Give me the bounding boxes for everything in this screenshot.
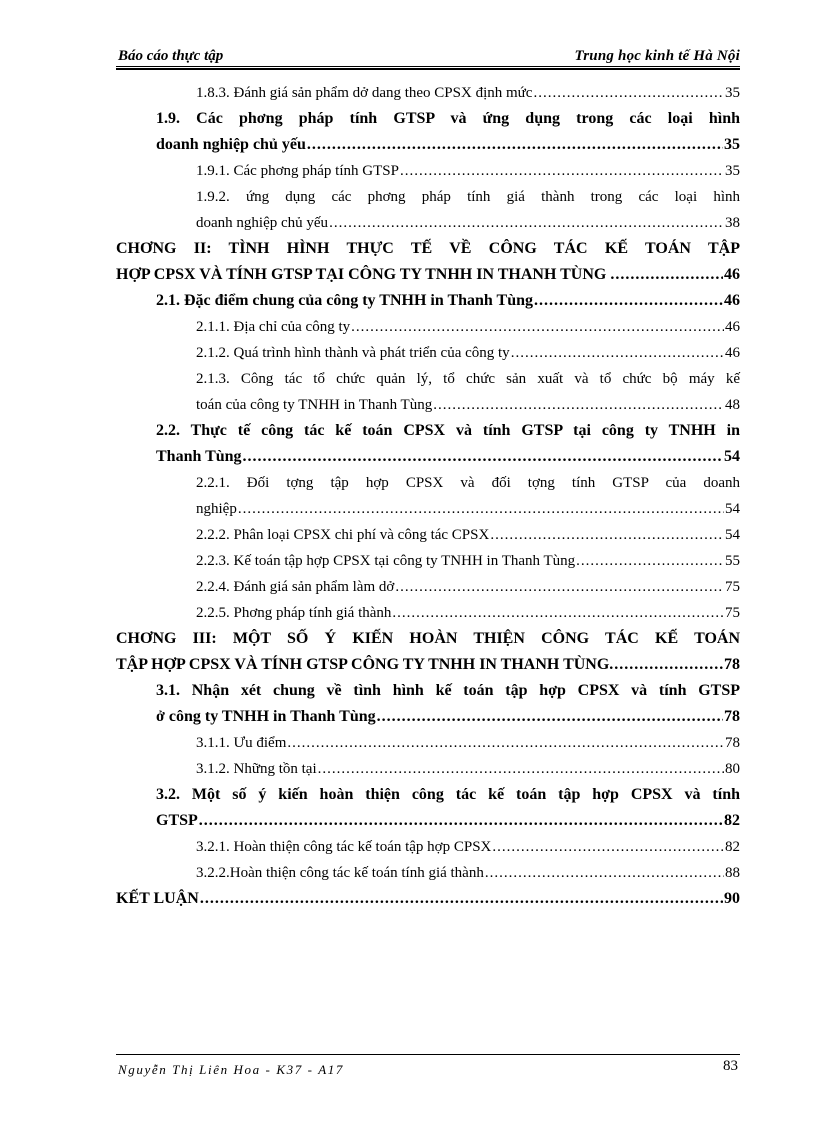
dot-leader [400,158,724,184]
toc-entry-row [196,860,740,886]
toc-page-number: 38 [725,215,740,231]
toc-entry-title: HỢP CPSX VÀ TÍNH GTSP TẠI CÔNG TY TNHH IN THANH TÙNG . [116,266,615,283]
toc-page-number: 78 [725,735,740,751]
dot-leader [576,548,724,574]
header-left-text: Báo cáo thực tập [118,48,224,64]
toc-entry-title: 2.2.3. Kế toán tập hợp CPSX tại công ty TNHH in Thanh Tùng [196,553,576,569]
toc-entry-title: 2.1.2. Quá trình hình thành và phát triển của công ty [196,345,510,361]
toc-page-number: 35 [724,136,740,153]
toc-entry-title: nghiệp [196,501,237,517]
toc-entry-row [196,210,740,236]
toc-entry-title: 3.2.1. Hoàn thiện công tác kế toán tập hợp CPSX [196,839,492,855]
toc-entry [116,418,740,470]
dot-leader [485,860,724,886]
toc-entry [116,756,740,782]
dot-leader [199,808,723,834]
toc-page-number: 55 [725,553,740,569]
toc-entry-title: 3.1.1. Ưu điểm [196,735,287,751]
toc-entry-row [116,652,740,678]
toc-entry [116,860,740,886]
dot-leader [238,496,724,522]
header-right-text: Trung học kinh tế Hà Nội [574,48,740,64]
toc-page-number: 75 [725,605,740,621]
toc-entry-row [156,704,740,730]
dot-leader [614,652,723,678]
toc-entry-row [116,886,740,912]
toc-entry-line: 1.9. Các phơng pháp tính GTSP và ứng dụng trong các loại hình [156,110,740,127]
toc-entry-title: 2.1. Đặc điểm chung của công ty TNHH in Thanh Tùng [156,292,533,309]
toc-entry-row [156,132,740,158]
toc-page-number: 54 [725,501,740,517]
toc-entry-row [156,444,740,470]
toc-entry-line: 1.9.2. ứng dụng các phơng pháp tính giá thành trong các loại hình [196,189,740,205]
toc-entry-title: toán của công ty TNHH in Thanh Tùng [196,397,433,413]
toc-entry-title: 3.1.2. Những tồn tại [196,761,317,777]
toc-entry [116,106,740,158]
dot-leader [307,132,723,158]
toc-page-number: 46 [725,319,740,335]
toc-entry-row [156,288,740,314]
dot-leader [395,574,724,600]
table-of-contents [116,80,740,912]
toc-entry-title: KẾT LUẬN [116,890,199,907]
toc-entry-line: 2.1.3. Công tác tổ chức quản lý, tổ chức sản xuất và tổ chức bộ máy kế [196,371,740,387]
toc-entry-line: CHƠNG III: MỘT SỐ Ý KIẾN HOÀN THIỆN CÔNG TÁC KẾ TOÁN [116,630,740,647]
dot-leader [392,600,724,626]
toc-entry-title: doanh nghiệp chủ yếu [196,215,329,231]
toc-entry [116,782,740,834]
toc-entry-title: 1.9.1. Các phơng pháp tính GTSP [196,163,399,179]
page-footer [116,1058,740,1080]
dot-leader [243,444,723,470]
toc-entry [116,314,740,340]
dot-leader [318,756,724,782]
toc-page-number: 78 [724,656,740,673]
dot-leader [615,262,723,288]
page-header [116,46,740,66]
footer-rule [116,1054,740,1055]
toc-entry [116,158,740,184]
dot-leader [490,522,724,548]
dot-leader [329,210,724,236]
toc-entry [116,522,740,548]
toc-entry-row [156,808,740,834]
toc-entry-line: 3.1. Nhận xét chung về tình hình kế toán tập hợp CPSX và tính GTSP [156,682,740,699]
toc-entry [116,470,740,522]
toc-entry-row [196,80,740,106]
toc-entry-row [196,730,740,756]
toc-entry-title: 2.2.5. Phơng pháp tính giá thành [196,605,392,621]
toc-entry-row [196,522,740,548]
toc-page-number: 35 [725,85,740,101]
toc-page-number: 80 [725,761,740,777]
toc-entry [116,548,740,574]
toc-entry [116,574,740,600]
dot-leader [534,288,723,314]
toc-page-number: 46 [724,266,740,283]
toc-entry-row [196,340,740,366]
dot-leader [533,80,724,106]
dot-leader [200,886,723,912]
toc-entry-title: ở công ty TNHH in Thanh Tùng [156,708,376,725]
toc-entry-row [196,548,740,574]
toc-page-number: 88 [725,865,740,881]
toc-entry-row [196,756,740,782]
toc-page-number: 46 [725,345,740,361]
toc-entry [116,834,740,860]
dot-leader [351,314,724,340]
toc-entry [116,184,740,236]
dot-leader [287,730,724,756]
toc-page-number: 35 [725,163,740,179]
toc-page-number: 82 [724,812,740,829]
toc-entry [116,600,740,626]
dot-leader [377,704,723,730]
toc-entry-title: 3.2.2.Hoàn thiện công tác kế toán tính giá thành [196,865,484,881]
toc-entry-title: 2.2.4. Đánh giá sản phẩm làm dở [196,579,395,595]
toc-entry [116,730,740,756]
toc-entry [116,366,740,418]
toc-entry-row [196,574,740,600]
toc-entry-title: 1.8.3. Đánh giá sản phẩm dở dang theo CPSX định mức [196,85,533,101]
toc-entry-row [196,158,740,184]
toc-entry-line: 2.2.1. Đối tợng tập hợp CPSX và đối tợng tính GTSP của doanh [196,475,740,491]
toc-entry-row [196,600,740,626]
toc-page-number: 46 [724,292,740,309]
toc-entry-line: CHƠNG II: TÌNH HÌNH THỰC TẾ VỀ CÔNG TÁC KẾ TOÁN TẬP [116,240,740,257]
toc-page-number: 54 [725,527,740,543]
toc-entry [116,678,740,730]
toc-page-number: 82 [725,839,740,855]
toc-page-number: 48 [725,397,740,413]
dot-leader [433,392,724,418]
footer-page-number: 83 [723,1058,738,1074]
toc-entry-title: doanh nghiệp chủ yếu [156,136,306,153]
toc-page-number: 78 [724,708,740,725]
toc-page-number: 90 [724,890,740,907]
toc-entry-row [196,392,740,418]
toc-entry-line: 3.2. Một số ý kiến hoàn thiện công tác kế toán tập hợp CPSX và tính [156,786,740,803]
toc-entry-row [196,834,740,860]
toc-entry-title: 2.1.1. Địa chỉ của công ty [196,319,351,335]
toc-entry-row [116,262,740,288]
toc-entry-title: Thanh Tùng [156,448,242,465]
toc-entry [116,886,740,912]
toc-entry [116,288,740,314]
toc-entry [116,340,740,366]
toc-entry-title: TẬP HỢP CPSX VÀ TÍNH GTSP CÔNG TY TNHH IN THANH TÙNG. [116,656,614,673]
toc-entry-row [196,314,740,340]
toc-entry-line: 2.2. Thực tế công tác kế toán CPSX và tính GTSP tại công ty TNHH in [156,422,740,439]
footer-author: Nguyễn Thị Liên Hoa - K37 - A17 [118,1062,344,1077]
toc-entry [116,626,740,678]
toc-page-number: 54 [724,448,740,465]
toc-page-number: 75 [725,579,740,595]
dot-leader [511,340,724,366]
toc-entry-title: GTSP [156,812,198,829]
toc-entry [116,236,740,288]
toc-entry-title: 2.2.2. Phân loại CPSX chi phí và công tác CPSX [196,527,490,543]
toc-entry [116,80,740,106]
header-rule [116,66,740,70]
dot-leader [492,834,724,860]
toc-entry-row [196,496,740,522]
